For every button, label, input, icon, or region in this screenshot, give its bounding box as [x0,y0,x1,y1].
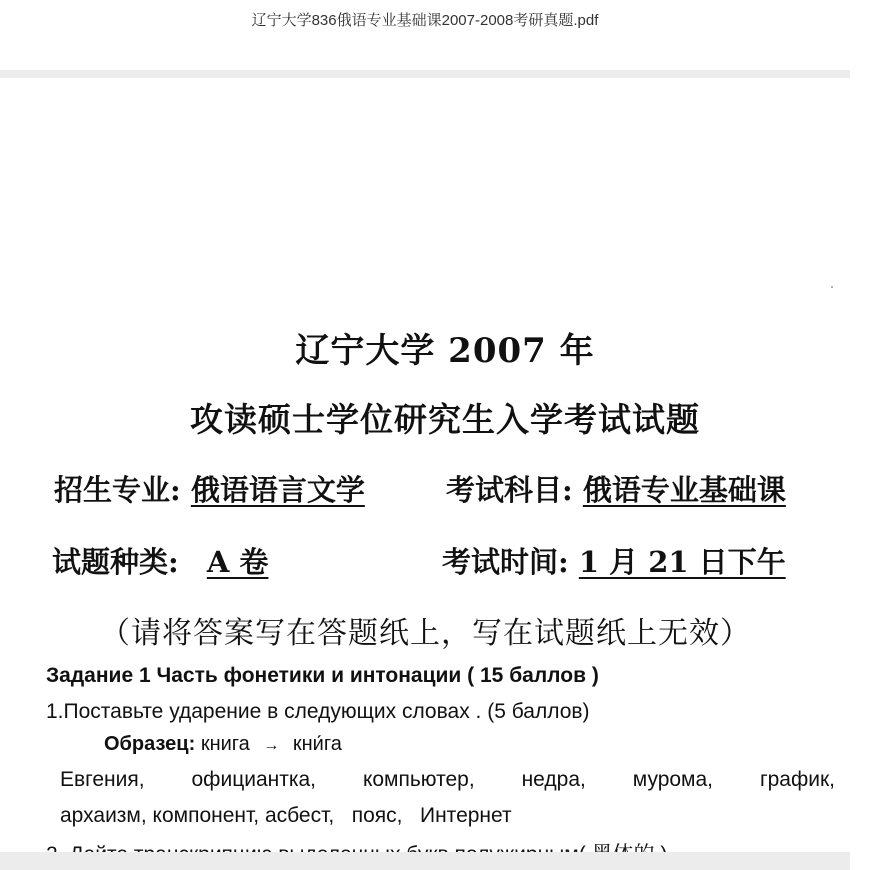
arrow-icon: → [263,737,280,754]
time-label: 考试时间: [442,545,569,579]
type-row [52,540,268,581]
word: недра, [521,768,586,791]
example-stressed-word: кни́га [292,733,342,755]
major-value: 俄语语言文学 [190,473,365,507]
example-word: книга [200,733,250,755]
title-bar [0,0,850,70]
task1-title: Задание 1 Часть фонетики и интонации ( 15 баллов ) [46,664,599,687]
pdf-page [0,78,850,852]
word-list-line1 [60,768,835,792]
word: компьютер, [362,768,475,791]
time-value: 1 月 21 日下午 [578,545,786,579]
toolbar-separator [0,70,850,78]
word: график, [759,768,835,791]
subject-row [446,468,786,509]
type-label: 试题种类: [52,545,179,579]
example-label: Образец: [104,733,196,755]
exam-heading-university: 辽宁大学 2007 年 [295,331,595,371]
subject-label: 考试科目: [446,473,573,507]
word: официантка, [191,768,317,791]
subject-value: 俄语专业基础课 [582,473,786,507]
answer-instruction: （请将答案写在答题纸上，写在试题纸上无效） [100,616,751,651]
scan-speck [831,286,833,288]
word-list-line2: архаизм, компонент, асбест, пояс, Интернет [60,804,512,827]
question1-text: 1.Поставьте ударение в следующих словах . (5 баллов) [46,700,590,723]
example-row [104,733,342,756]
major-row [54,468,365,509]
bottom-scroll-area[interactable] [0,852,850,870]
document-title: 辽宁大学836俄语专业基础课2007-2008考研真题.pdf [251,12,599,29]
time-row [442,540,786,581]
major-label: 招生专业: [54,473,181,507]
word: мурома, [632,768,714,791]
question2-text-partial [46,838,667,852]
exam-heading-title: 攻读硕士学位研究生入学考试试题 [190,400,700,439]
type-value: A 卷 [206,545,269,579]
word: Евгения, [60,768,145,791]
